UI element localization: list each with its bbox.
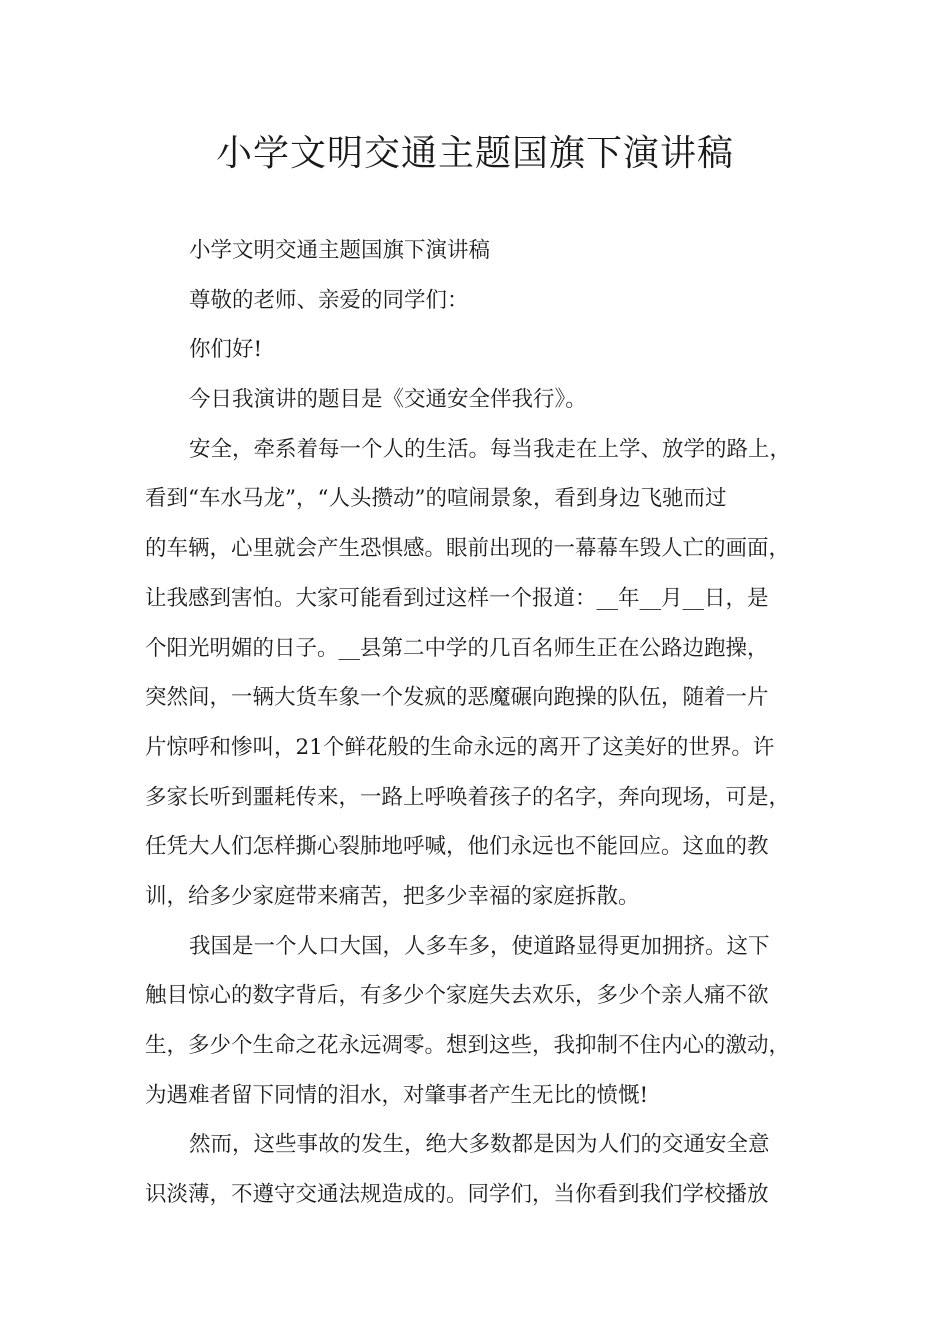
text-line: 为遇难者留下同情的泪水，对肇事者产生无比的愤慨! — [145, 1082, 649, 1108]
text-line: 个阳光明媚的日子。__县第二中学的几百名师生正在公路边跑操， — [145, 635, 769, 661]
text-line: 识淡薄，不遵守交通法规造成的。同学们，当你看到我们学校播放 — [145, 1182, 769, 1208]
text-line: 的车辆，心里就会产生恐惧感。眼前出现的一幕幕车毁人亡的画面， — [145, 536, 791, 562]
text-line: 安全，牵系着每一个人的生活。每当我走在上学、放学的路上， — [189, 436, 792, 462]
text-line: 多家长听到噩耗传来，一路上呼唤着孩子的名字，奔向现场，可是， — [145, 784, 791, 810]
text-line: 触目惊心的数字背后，有多少个家庭失去欢乐，多少个亲人痛不欲 — [145, 983, 769, 1009]
text-line: 看到“车水马龙”，“人头攒动”的喧闹景象，看到身边飞驰而过 — [145, 486, 727, 512]
text-line: 今日我演讲的题目是《交通安全伴我行》。 — [189, 387, 587, 413]
text-line: 然而，这些事故的发生，绝大多数都是因为人们的交通安全意 — [189, 1132, 770, 1158]
text-line: 任凭大人们怎样撕心裂肺地呼喊，他们永远也不能回应。这血的教 — [145, 834, 769, 860]
text-line: 突然间，一辆大货车象一个发疯的恶魔碾向跑操的队伍，随着一片 — [145, 685, 769, 711]
document-body — [145, 226, 825, 1220]
page-title: 小学文明交通主题国旗下演讲稿 — [215, 133, 734, 174]
text-line: 尊敬的老师、亲爱的同学们： — [189, 287, 469, 313]
text-line: 你们好! — [189, 337, 263, 363]
text-line: 让我感到害怕。大家可能看到过这样一个报道：__年__月__日，是 — [145, 585, 769, 611]
text-line: 训，给多少家庭带来痛苦，把多少幸福的家庭拆散。 — [145, 883, 640, 909]
text-line: 生，多少个生命之花永远凋零。想到这些，我抑制不住内心的激动， — [145, 1033, 791, 1058]
text-line: 我国是一个人口大国，人多车多，使道路显得更加拥挤。这下 — [189, 933, 770, 959]
text-line: 片惊呼和惨叫，21个鲜花般的生命永远的离开了这美好的世界。许 — [145, 734, 775, 760]
text-line: 小学文明交通主题国旗下演讲稿 — [189, 238, 491, 263]
